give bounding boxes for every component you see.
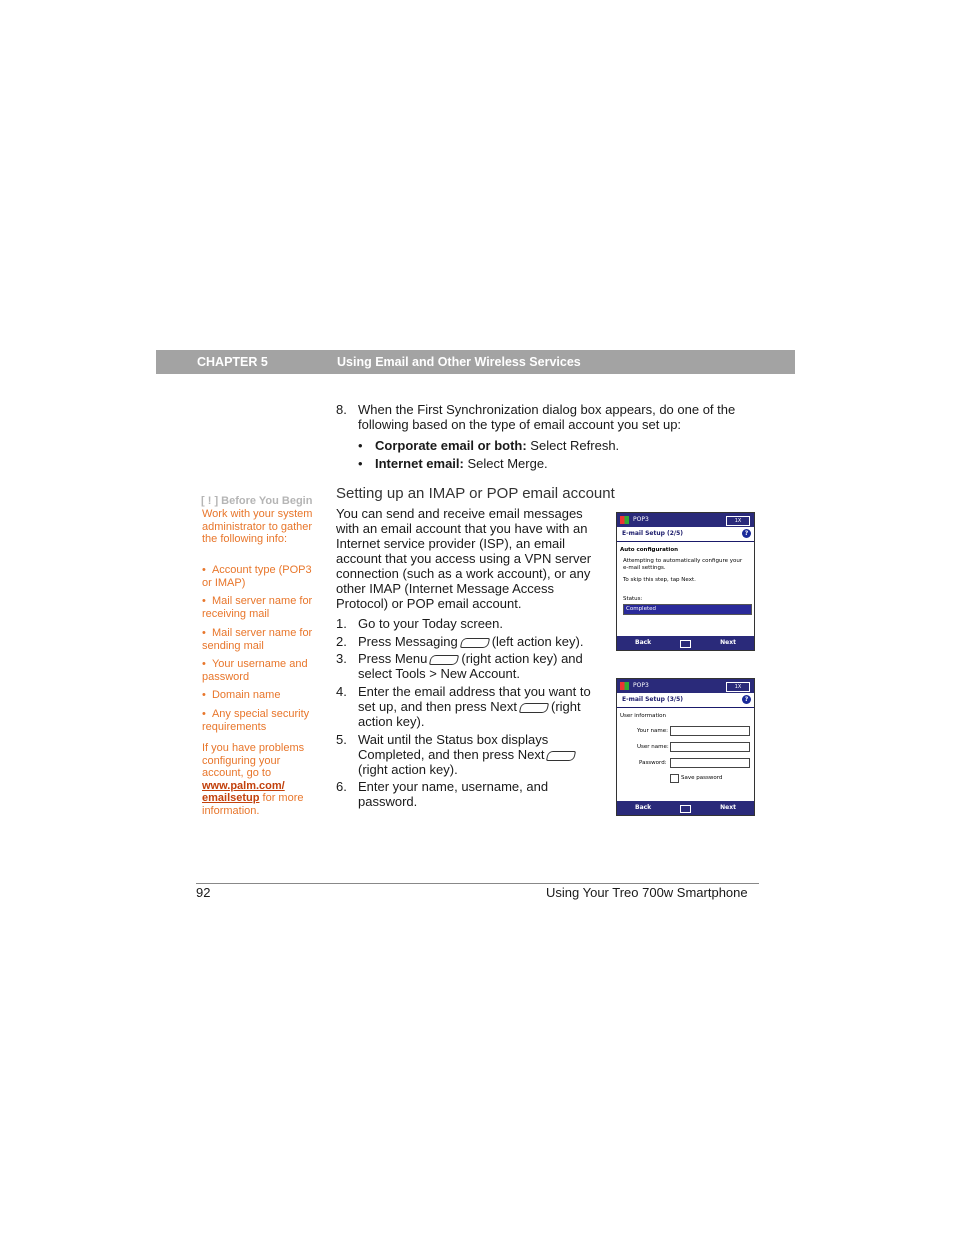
- left-action-key-icon: [460, 638, 490, 648]
- bullet-item: Corporate email or both: Select Refresh.: [375, 438, 620, 453]
- chapter-title: Using Email and Other Wireless Services: [337, 355, 581, 369]
- step-number: 6.: [336, 779, 347, 794]
- phone-title: E-mail Setup (2/5) ?: [617, 527, 754, 542]
- sidebar-intro: Work with your system administrator to gather the following info:: [202, 508, 313, 545]
- email-setup-screen-3: [616, 678, 755, 816]
- back-softkey[interactable]: Back: [635, 804, 652, 811]
- step-text: Press Messaging (left action key).: [358, 634, 584, 649]
- step-text: When the First Synchronization dialog box appears, do one of the following based on the type of email account you set up:: [358, 402, 736, 432]
- sidebar-item: • Any special security requirements: [202, 708, 310, 733]
- back-softkey[interactable]: Back: [635, 639, 652, 646]
- keyboard-icon[interactable]: [680, 805, 691, 813]
- field-label: Password:: [639, 760, 667, 766]
- phone-softkey-bar: [617, 636, 754, 650]
- section-intro: You can send and receive email messages with an email account that you have with an Internet service provider (ISP), an email account that you access using a VPN server connection (such as a work account), or any other IMAP (Internet Message Access Protocol) or POP email account.: [336, 506, 592, 611]
- phone-status-bar: POP3 1X: [617, 513, 754, 527]
- windows-start-icon[interactable]: [620, 682, 629, 690]
- phone-softkey-bar: [617, 801, 754, 815]
- next-softkey[interactable]: Next: [720, 804, 736, 811]
- next-softkey[interactable]: Next: [720, 639, 736, 646]
- signal-indicator-icon: 1X: [726, 682, 750, 692]
- bullet-icon: •: [358, 456, 363, 471]
- step-number: 5.: [336, 732, 347, 747]
- sidebar-item: • Account type (POP3 or IMAP): [202, 564, 312, 589]
- right-action-key-icon: [429, 655, 459, 665]
- email-setup-screen-2: [616, 512, 755, 651]
- password-input[interactable]: [670, 758, 750, 768]
- phone-status-bar: POP3 1X: [617, 679, 754, 693]
- right-action-key-icon: [519, 703, 549, 713]
- step-number: 3.: [336, 651, 347, 666]
- sidebar-heading: [ ! ] Before You Begin: [201, 495, 313, 507]
- bullet-item: Internet email: Select Merge.: [375, 456, 548, 471]
- status-label: Status:: [623, 596, 643, 602]
- field-label: User name:: [637, 744, 669, 750]
- emailsetup-link[interactable]: www.palm.com/ emailsetup: [202, 779, 285, 804]
- step-text: Go to your Today screen.: [358, 616, 504, 631]
- step-text: Enter your name, username, and password.: [358, 779, 549, 809]
- signal-indicator-icon: 1X: [726, 516, 750, 526]
- field-label: Your name:: [637, 728, 668, 734]
- sidebar-item: • Mail server name for receiving mail: [202, 595, 313, 620]
- step-text: Wait until the Status box displays Completed, and then press Next(right action key).: [358, 732, 590, 777]
- section-heading: Setting up an IMAP or POP email account: [336, 485, 615, 502]
- bullet-icon: •: [358, 438, 363, 453]
- step-number: 1.: [336, 616, 347, 631]
- section-label: Auto configuration: [620, 547, 679, 553]
- sidebar-item: • Domain name: [202, 689, 281, 701]
- section-label: User information: [620, 713, 667, 719]
- right-action-key-icon: [546, 751, 576, 761]
- checkbox-label: Save password: [681, 775, 723, 781]
- keyboard-icon[interactable]: [680, 640, 691, 648]
- alert-icon: [ ! ]: [201, 495, 219, 507]
- sidebar-item: • Mail server name for sending mail: [202, 627, 313, 652]
- help-icon[interactable]: ?: [742, 695, 751, 704]
- save-password-checkbox[interactable]: [670, 774, 679, 783]
- step-number: 4.: [336, 684, 347, 699]
- sidebar-item: • Your username and password: [202, 658, 308, 683]
- footer-title: Using Your Treo 700w Smartphone: [546, 885, 748, 900]
- info-text: Attempting to automatically configure your e-mail settings.: [623, 558, 743, 571]
- phone-title: E-mail Setup (3/5) ?: [617, 693, 754, 708]
- status-field: Completed: [623, 604, 752, 615]
- step-text: Enter the email address that you want to set up, and then press Next (right action key).: [358, 684, 591, 729]
- windows-start-icon[interactable]: [620, 516, 629, 524]
- sidebar-help: If you have problems configuring your account, go to www.palm.com/ emailsetup for more information.: [202, 742, 305, 817]
- page-number: 92: [196, 885, 211, 900]
- footer-rule: [196, 883, 759, 884]
- step-text: Press Menu (right action key) and select Tools > New Account.: [358, 651, 583, 681]
- your-name-input[interactable]: [670, 726, 750, 736]
- info-text: To skip this step, tap Next.: [623, 577, 696, 583]
- chapter-label: CHAPTER 5: [197, 355, 268, 369]
- help-icon[interactable]: ?: [742, 529, 751, 538]
- step-number: 8.: [336, 402, 347, 417]
- step-number: 2.: [336, 634, 347, 649]
- user-name-input[interactable]: [670, 742, 750, 752]
